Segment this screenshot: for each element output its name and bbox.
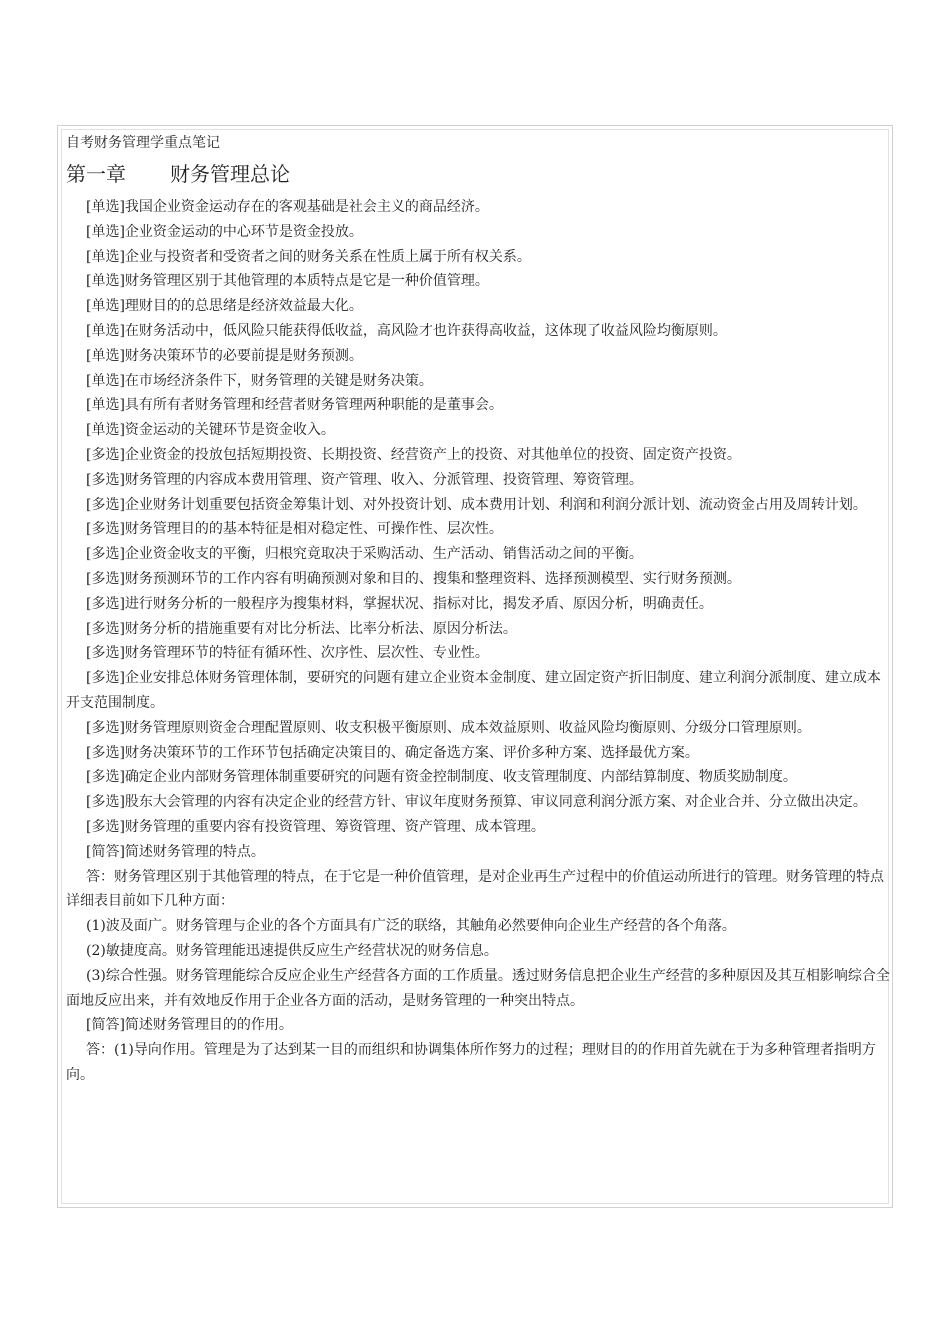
chapter-number: 第一章 <box>66 162 126 186</box>
paragraph: [多选]企业财务计划重要包括资金筹集计划、对外投资计划、成本费用计划、利润和利润分派计划、流动资金占用及周转计划。 <box>86 496 867 513</box>
paragraph: [多选]财务决策环节的工作环节包括确定决策目的、确定备选方案、评价多种方案、选择最优方案。 <box>86 744 699 761</box>
paragraph: [多选]企业资金的投放包括短期投资、长期投资、经营资产上的投资、对其他单位的投资、固定资产投资。 <box>86 446 741 463</box>
paragraph: [简答]简述财务管理目的的作用。 <box>86 1017 293 1034</box>
paragraph: [多选]企业安排总体财务管理体制，要研究的问题有建立企业资本金制度、建立固定资产折旧制度、建立利润分派制度、建立成本开支范围制度。 <box>66 670 881 711</box>
paragraph: [多选]进行财务分析的一般程序为搜集材料，掌握状况、指标对比，揭发矛盾、原因分析，明确责任。 <box>86 595 713 612</box>
paragraph: [多选]股东大会管理的内容有决定企业的经营方针、审议年度财务预算、审议同意利润分派方案、对企业合并、分立做出决定。 <box>86 794 867 811</box>
paragraph: [单选]资金运动的关键环节是资金收入。 <box>86 422 335 439</box>
paragraph-list <box>66 195 892 1088</box>
paragraph: [多选]财务管理的重要内容有投资管理、筹资管理、资产管理、成本管理。 <box>86 818 545 835</box>
paragraph: [多选]财务分析的措施重要有对比分析法、比率分析法、原因分析法。 <box>86 620 517 637</box>
document-body <box>66 133 892 1088</box>
paragraph: [简答]简述财务管理的特点。 <box>86 843 265 860</box>
paragraph: 答：(1)导向作用。管理是为了达到某一目的而组织和协调集体所作努力的过程；理财目的的作用首先就在于为多种管理者指明方向。 <box>66 1042 876 1083</box>
paragraph: [单选]在财务活动中，低风险只能获得低收益，高风险才也许获得高收益，这体现了收益风险均衡原则。 <box>86 322 727 339</box>
paragraph: [多选]财务管理目的的基本特征是相对稳定性、可操作性、层次性。 <box>86 521 503 538</box>
paragraph: [多选]财务预测环节的工作内容有明确预测对象和目的、搜集和整理资料、选择预测模型、实行财务预测。 <box>86 570 741 587</box>
paragraph: [多选]财务管理的内容成本费用管理、资产管理、收入、分派管理、投资管理、筹资管理。 <box>86 471 643 488</box>
paragraph: [多选]企业资金收支的平衡，归根究竟取决于采购活动、生产活动、销售活动之间的平衡。 <box>86 546 643 563</box>
paragraph: 答：财务管理区别于其他管理的特点，在于它是一种价值管理，是对企业再生产过程中的价值运动所进行的管理。财务管理的特点详细表目前如下几种方面： <box>66 868 884 910</box>
paragraph: [单选]在市场经济条件下，财务管理的关键是财务决策。 <box>86 372 433 389</box>
paragraph: [多选]财务管理环节的特征有循环性、次序性、层次性、专业性。 <box>86 645 489 662</box>
paragraph: [单选]理财目的的总思绪是经济效益最大化。 <box>86 298 363 315</box>
document-title: 自考财务管理学重点笔记 <box>66 135 220 151</box>
paragraph: [单选]具有所有者财务管理和经营者财务管理两种职能的是董事会。 <box>86 397 503 414</box>
chapter-title: 财务管理总论 <box>170 162 290 186</box>
paragraph: [单选]财务决策环节的必要前提是财务预测。 <box>86 347 363 364</box>
paragraph: [单选]我国企业资金运动存在的客观基础是社会主义的商品经济。 <box>86 199 489 215</box>
chapter-heading <box>66 159 892 189</box>
paragraph: [单选]企业资金运动的中心环节是资金投放。 <box>86 223 363 240</box>
paragraph: [多选]财务管理原则资金合理配置原则、收支积极平衡原则、成本效益原则、收益风险均衡原则、分级分口管理原则。 <box>86 719 811 736</box>
paragraph: [单选]财务管理区别于其他管理的本质特点是它是一种价值管理。 <box>86 273 489 290</box>
paragraph: [多选]确定企业内部财务管理体制重要研究的问题有资金控制制度、收支管理制度、内部结算制度、物质奖励制度。 <box>86 769 797 786</box>
paragraph: (1)波及面广。财务管理与企业的各个方面具有广泛的联络，其触角必然要伸向企业生产经营的各个角落。 <box>86 918 736 935</box>
paragraph: (3)综合性强。财务管理能综合反应企业生产经营各方面的工作质量。透过财务信息把企业生产经营的多种原因及其互相影响综合全面地反应出来，并有效地反作用于企业各方面的活动，是财务管理的一种突出特点。 <box>66 967 890 1009</box>
paragraph: (2)敏捷度高。财务管理能迅速提供反应生产经营状况的财务信息。 <box>86 942 498 959</box>
paragraph: [单选]企业与投资者和受资者之间的财务关系在性质上属于所有权关系。 <box>86 248 531 265</box>
